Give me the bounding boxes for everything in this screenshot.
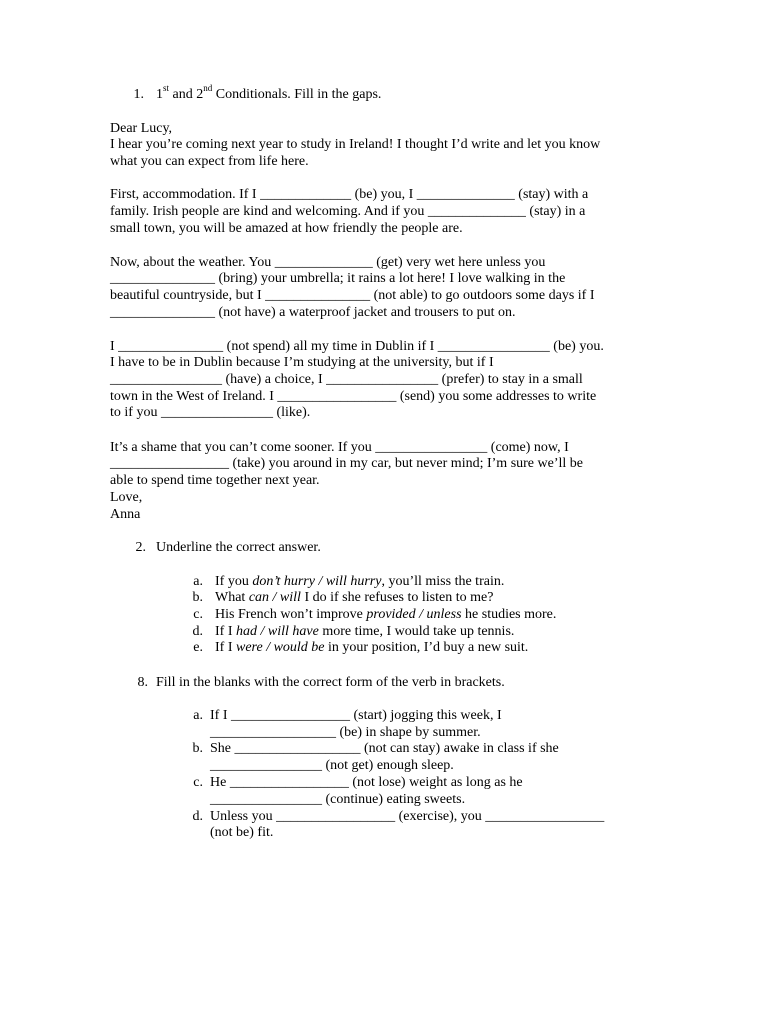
section8-title: Fill in the blanks with the correct form of the verb in brackets. [156, 675, 505, 690]
letter-line: It’s a shame that you can’t come sooner. If you ________________ (come) now, I [110, 440, 569, 455]
letter-line: Now, about the weather. You ______________ (get) very wet here unless you [110, 255, 546, 270]
item-letter: a. [193, 574, 203, 589]
item-letter: e. [193, 640, 203, 655]
list-item-line: (not be) fit. [210, 825, 274, 840]
list-item-line: She __________________ (not can stay) awake in class if she [210, 741, 559, 756]
letter-signature: Anna [110, 507, 141, 522]
letter-line: what you can expect from life here. [110, 154, 309, 169]
list-item: If I had / will have more time, I would take up tennis. [215, 624, 515, 639]
section1-title: 1st and 2nd Conditionals. Fill in the gaps. [156, 83, 382, 102]
list-item-line: He _________________ (not lose) weight as long as he [210, 775, 523, 790]
item-letter: a. [193, 708, 203, 723]
letter-line: to if you ________________ (like). [110, 405, 311, 420]
item-letter: c. [193, 607, 203, 622]
letter-line: First, accommodation. If I _____________ (be) you, I ______________ (stay) with a [110, 187, 589, 202]
list-item: His French won’t improve provided / unless he studies more. [215, 607, 557, 622]
section2-title: Underline the correct answer. [156, 540, 321, 555]
letter-line: ________________ (have) a choice, I ________________ (prefer) to stay in a small [110, 372, 583, 387]
letter-line: I hear you’re coming next year to study in Ireland! I thought I’d write and let you know [110, 137, 601, 152]
letter-line: _________________ (take) you around in my car, but never mind; I’m sure we’ll be [110, 456, 583, 471]
item-letter: b. [192, 590, 203, 605]
list-item-line: ________________ (not get) enough sleep. [210, 758, 454, 773]
section2-number: 2. [135, 540, 146, 555]
item-letter: c. [193, 775, 203, 790]
letter-greeting: Dear Lucy, [110, 121, 173, 136]
letter-signoff: Love, [110, 490, 143, 505]
list-item-line: __________________ (be) in shape by summer. [210, 725, 481, 740]
letter-line: beautiful countryside, but I _______________ (not able) to go outdoors some days if I [110, 288, 595, 303]
letter-line: I have to be in Dublin because I’m studying at the university, but if I [110, 355, 494, 370]
letter-line: I _______________ (not spend) all my time in Dublin if I ________________ (be) you. [110, 339, 604, 354]
list-item: What can / will I do if she refuses to listen to me? [215, 590, 494, 605]
letter-line: _______________ (not have) a waterproof jacket and trousers to put on. [110, 305, 516, 320]
list-item: If you don’t hurry / will hurry, you’ll miss the train. [215, 574, 505, 589]
list-item: If I were / would be in your position, I’d buy a new suit. [215, 640, 529, 655]
letter-line: town in the West of Ireland. I _________________ (send) you some addresses to write [110, 389, 597, 404]
letter-line: small town, you will be amazed at how friendly the people are. [110, 221, 463, 236]
list-item-line: ________________ (continue) eating sweets. [210, 792, 466, 807]
item-letter: d. [192, 624, 203, 639]
list-item-line: If I _________________ (start) jogging this week, I [210, 708, 502, 723]
letter-line: family. Irish people are kind and welcoming. And if you ______________ (stay) in a [110, 204, 586, 219]
item-letter: b. [192, 741, 203, 756]
item-letter: d. [192, 809, 203, 824]
list-item-line: Unless you _________________ (exercise), you _________________ [210, 809, 605, 824]
section1-number: 1. [133, 87, 144, 102]
letter-line: able to spend time together next year. [110, 473, 320, 488]
section8-number: 8. [137, 675, 148, 690]
letter-line: _______________ (bring) your umbrella; it rains a lot here! I love walking in the [110, 271, 566, 286]
